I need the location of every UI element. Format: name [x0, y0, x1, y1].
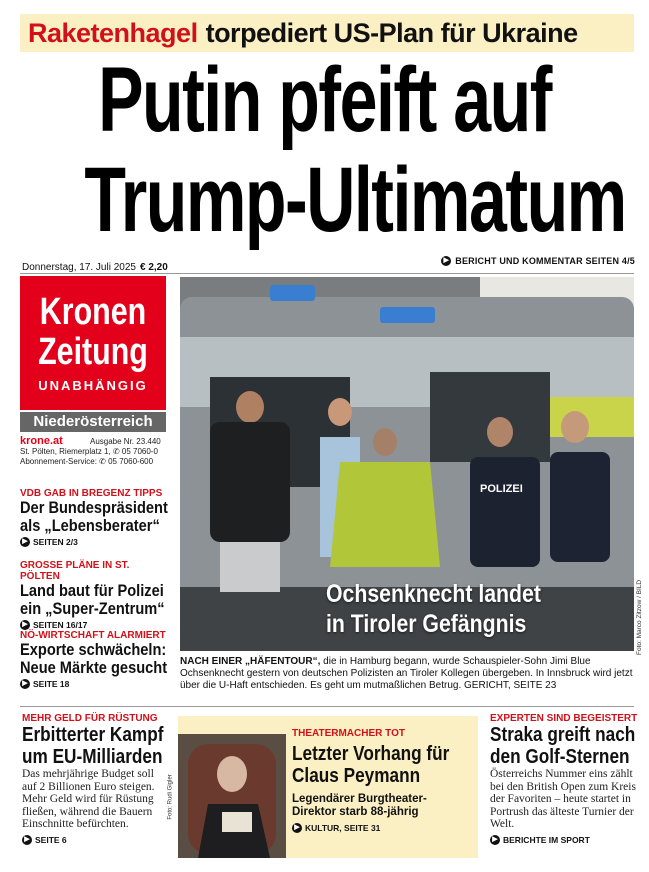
- divider: [20, 706, 634, 707]
- masthead-logo: [20, 276, 166, 410]
- site-link[interactable]: krone.at: [20, 435, 63, 447]
- masthead-line2: Zeitung: [38, 331, 148, 373]
- arrow-icon: ▶: [441, 256, 451, 266]
- edition-number: Ausgabe Nr. 23.440: [90, 437, 161, 446]
- teaser-head: als „Lebensberater“: [20, 516, 160, 535]
- photo-credit-small: Foto: Rudi Gigler: [167, 774, 174, 820]
- arrow-icon: ▶: [20, 679, 30, 689]
- article-ref: [22, 835, 170, 845]
- photo-caption: [326, 579, 541, 639]
- region-label: Niederösterreich: [20, 412, 166, 432]
- article-kicker: MEHR GELD FÜR RÜSTUNG: [22, 713, 158, 724]
- phone: 05 7060-0: [121, 447, 158, 456]
- teaser-kicker: GROSSE PLÄNE IN ST. PÖLTEN: [20, 560, 130, 582]
- arrow-icon: ▶: [20, 537, 30, 547]
- teaser-ref: [20, 620, 166, 630]
- teaser-1[interactable]: [20, 488, 166, 547]
- article-head: Erbitterter Kampf: [22, 724, 164, 746]
- article-head: Straka greift nach: [490, 724, 636, 746]
- teaser-head: Der Bundespräsident: [20, 498, 168, 517]
- bericht-text: BERICHT UND KOMMENTAR SEITEN 4/5: [455, 256, 635, 266]
- teaser-2[interactable]: [20, 560, 166, 630]
- article-head: den Golf-Sternen: [490, 746, 630, 768]
- divider: [20, 273, 634, 274]
- teaser-kicker: VDB GAB IN BREGENZ TIPPS: [20, 488, 163, 499]
- teaser-ref-text: SEITEN 16/17: [33, 620, 88, 630]
- peymann-photo: [167, 734, 286, 858]
- sub-line2: Direktor starb 88-jährig: [292, 806, 419, 818]
- address: St. Pölten, Riemerplatz 1,: [20, 447, 111, 456]
- bottom-right-article[interactable]: [490, 713, 638, 845]
- main-photo[interactable]: [180, 277, 634, 651]
- kicker-black: torpediert US-Plan für Ukraine: [205, 17, 578, 48]
- police-text: POLIZEI: [480, 483, 523, 495]
- article-kicker: THEATERMACHER TOT: [292, 728, 405, 739]
- phone-icon: ✆: [99, 457, 106, 466]
- article-ref-text: BERICHTE IM SPORT: [503, 834, 590, 845]
- article-head: Letzter Vorhang für: [292, 743, 450, 765]
- bottom-left-article[interactable]: [22, 713, 170, 845]
- teaser-head: Exporte schwächeln:: [20, 640, 167, 659]
- article-ref: [292, 823, 475, 833]
- masthead-line1: Kronen: [39, 291, 147, 333]
- story-ref: GERICHT, SEITE 23: [464, 680, 557, 691]
- article-ref-text: SEITE 6: [35, 834, 67, 845]
- arrow-icon: ▶: [292, 823, 302, 833]
- teaser-ref-text: SEITEN 2/3: [33, 537, 78, 547]
- price: € 2,20: [140, 262, 168, 273]
- headline-line1: Putin pfeift auf: [98, 49, 551, 151]
- article-ref-text: KULTUR, SEITE 31: [305, 823, 381, 833]
- photo-credit-wrap: [636, 560, 646, 660]
- abo-label: Abonnement-Service:: [20, 457, 97, 466]
- arrow-icon: ▶: [490, 835, 500, 845]
- article-kicker: EXPERTEN SIND BEGEISTERT: [490, 713, 638, 724]
- teaser-ref: [20, 679, 166, 689]
- dateline: Donnerstag, 17. Juli 2025: [22, 262, 136, 273]
- teaser-ref: [20, 537, 166, 547]
- article-head: um EU-Milliarden: [22, 746, 163, 768]
- article-ref: [490, 835, 638, 845]
- kicker-red: Raketenhagel: [28, 17, 198, 48]
- article-body: Das mehrjährige Budget soll auf 2 Billionen Euro steigen. Mehr Geld wird für Rüstung fließen, während die Bauern Einschnitte befürchten.: [22, 768, 155, 830]
- teaser-head: Neue Märkte gesucht: [20, 658, 168, 677]
- story-body: die in Hamburg begann, wurde Schauspieler-Sohn Jimi Blue Ochsenknecht gestern von deutschen Polizisten an Tiroler Kollegen übergeben. In Innsbruck wird jetzt über die U-Haft entschieden. Es geht um mutmaßlichen Betrug.: [180, 656, 633, 691]
- phone-icon: ✆: [112, 447, 120, 456]
- main-story-text: [180, 656, 636, 692]
- arrow-icon: ▶: [22, 835, 32, 845]
- article-body: Österreichs Nummer eins zählt bei den British Open zum Kreis der Favoriten – heute startet in Portrush das älteste Turnier der Welt.: [490, 768, 636, 830]
- caption-line2: in Tiroler Gefängnis: [326, 610, 527, 638]
- bericht-ref: [441, 256, 635, 266]
- teaser-3[interactable]: [20, 630, 166, 689]
- masthead-sub: UNABHÄNGIG: [38, 378, 148, 393]
- headline-line2: Trump-Ultimatum: [84, 149, 626, 251]
- story-lead: NACH EINER „HÄFENTOUR“,: [180, 656, 321, 667]
- teaser-head: Land baut für Polizei: [20, 581, 164, 600]
- theater-text: [292, 728, 475, 833]
- abo-phone: 05 7060-600: [108, 457, 154, 466]
- teaser-kicker: NÖ-WIRTSCHAFT ALARMIERT: [20, 630, 166, 641]
- teaser-ref-text: SEITE 18: [33, 679, 70, 689]
- photo-credit: Foto: Marco Zitzow / BILD: [636, 579, 643, 655]
- kicker-bar: [20, 14, 634, 52]
- article-head: Claus Peymann: [292, 765, 421, 787]
- portrait-illustration: [178, 734, 286, 858]
- article-sub: [292, 793, 475, 819]
- imprint: [20, 447, 170, 467]
- teaser-head: ein „Super-Zentrum“: [20, 599, 165, 618]
- caption-line1: Ochsenknecht landet: [326, 580, 541, 608]
- sub-line1: Legendärer Burgtheater-: [292, 793, 427, 805]
- theater-article[interactable]: [167, 716, 478, 858]
- arrow-icon: ▶: [20, 620, 30, 630]
